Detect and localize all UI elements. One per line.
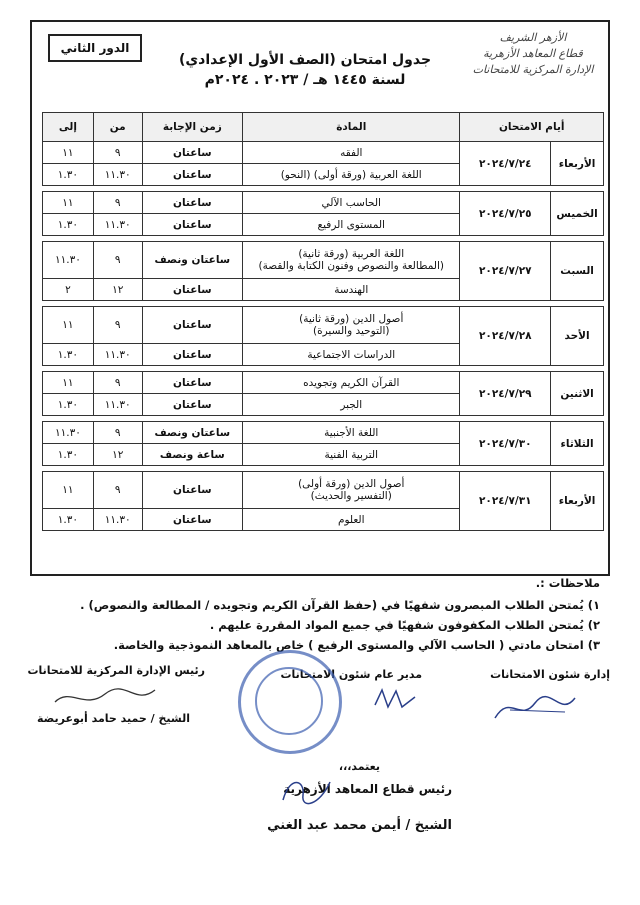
logo-line-3: الإدارة المركزية للامتحانات [472,63,594,76]
duration-cell: ساعتان ونصف [142,422,242,444]
duration-cell: ساعتان [142,307,242,344]
subject-text: القرآن الكريم وتجويده [303,376,400,389]
signature-scribble-central [50,682,160,714]
sector-head-name: الشيخ / أيمن محمد عبد الغني [267,818,452,833]
subject-text: اللغة الأجنبية [324,426,379,439]
to-cell: ١.٣٠ [43,394,94,416]
date-cell: ٢٠٢٤/٧/٢٩ [460,372,551,416]
duration-cell: ساعتان [142,372,242,394]
note-item: ٢) يُمتحن الطلاب المكفوفون شفهيًا في جميع المواد المقررة عليهم . [209,618,600,632]
subject-text: أصول الدين (ورقة أولى) [298,478,405,490]
exam-schedule-table [42,112,604,531]
note-item: ١) يُمتحن الطلاب المبصرون شفهيًا في (حفظ القرآن الكريم وتجويده / المطالعة والنصوص) . [80,598,600,612]
duration-cell: ساعتان [142,279,242,301]
subject-cell [243,142,460,164]
from-cell: ٩ [93,422,142,444]
date-cell: ٢٠٢٤/٧/٢٧ [460,242,551,301]
duration-cell: ساعتان ونصف [142,242,242,279]
from-cell: ١٢ [93,279,142,301]
general-manager-label: مدير عام شئون الامتحانات [280,668,422,681]
duration-cell: ساعتان [142,214,242,236]
subject-subtext: (التفسير والحديث) [310,490,392,502]
day-cell: الثلاثاء [551,422,604,466]
duration-cell: ساعتان [142,142,242,164]
duration-cell: ساعة ونصف [142,444,242,466]
to-cell: ١.٣٠ [43,344,94,366]
from-cell: ٩ [93,242,142,279]
date-cell: ٢٠٢٤/٧/٢٨ [460,307,551,366]
subject-cell [243,344,460,366]
day-cell: السبت [551,242,604,301]
subject-cell [243,279,460,301]
subject-cell [243,214,460,236]
date-cell: ٢٠٢٤/٧/٢٥ [460,192,551,236]
from-cell: ١١.٣٠ [93,394,142,416]
header-duration: زمن الإجابة [142,113,242,142]
day-cell: الخميس [551,192,604,236]
day-cell: الأربعاء [551,142,604,186]
date-cell: ٢٠٢٤/٧/٣١ [460,472,551,531]
sector-head-label: رئيس قطاع المعاهد الأزهرية [283,782,452,796]
note-item: ٣) امتحان مادتي ( الحاسب الآلي والمستوى الرفيع ) خاص بالمعاهد النموذجية والخاصة. [113,638,600,652]
subject-text: الحاسب الآلي [321,196,381,209]
round-label: الدور الثاني [48,34,142,62]
header-days: أيام الامتحان [460,113,604,142]
subject-cell [243,164,460,186]
central-head-label: رئيس الإدارة المركزية للامتحانات [27,664,205,677]
title-line-2: لسنة ١٤٤٥ هـ / ٢٠٢٣ . ٢٠٢٤م [204,72,406,88]
subject-text: الجبر [340,398,363,411]
day-cell: الأحد [551,307,604,366]
azhar-logo-text [458,30,608,78]
subject-subtext: (التوحيد والسيرة) [313,325,390,337]
from-cell: ٩ [93,192,142,214]
to-cell: ١.٣٠ [43,509,94,531]
to-cell: ١.٣٠ [43,444,94,466]
exams-admin-label: إدارة شئون الامتحانات [490,668,610,681]
notes-title: ملاحظات :. [535,576,600,590]
subject-text: الهندسة [334,283,369,296]
from-cell: ٩ [93,142,142,164]
subject-cell [243,509,460,531]
day-cell: الأربعاء [551,472,604,531]
to-cell: ١١ [43,142,94,164]
table-row [43,372,604,394]
central-head-name: الشيخ / حميد حامد أبوعريضة [36,712,190,725]
from-cell: ١١.٣٠ [93,509,142,531]
table-row [43,242,604,279]
table-row [43,422,604,444]
to-cell: ١١ [43,372,94,394]
subject-cell [243,422,460,444]
subject-text: أصول الدين (ورقة ثانية) [299,313,404,325]
header-from: من [93,113,142,142]
table-row [43,307,604,344]
duration-cell: ساعتان [142,472,242,509]
logo-line-2: قطاع المعاهد الأزهرية [483,47,583,60]
duration-cell: ساعتان [142,509,242,531]
duration-cell: ساعتان [142,344,242,366]
to-cell: ١١ [43,472,94,509]
to-cell: ١١ [43,307,94,344]
subject-text: التربية الفنية [324,448,379,461]
subject-cell [243,242,460,279]
from-cell: ١٢ [93,444,142,466]
subject-cell [243,372,460,394]
signature-scribble-sector [275,770,335,810]
header-to: إلى [43,113,94,142]
duration-cell: ساعتان [142,192,242,214]
from-cell: ٩ [93,307,142,344]
subject-text: الفقه [340,146,363,159]
subject-subtext: (المطالعة والنصوص وفنون الكتابة والقصة) [258,260,444,272]
subject-text: الدراسات الاجتماعية [307,348,396,361]
date-cell: ٢٠٢٤/٧/٢٤ [460,142,551,186]
title-line-1: جدول امتحان (الصف الأول الإعدادي) [178,52,432,68]
subject-cell [243,307,460,344]
to-cell: ١.٣٠ [43,164,94,186]
from-cell: ٩ [93,372,142,394]
subject-cell [243,444,460,466]
from-cell: ١١.٣٠ [93,214,142,236]
table-header-row [43,113,604,142]
from-cell: ١١.٣٠ [93,344,142,366]
to-cell: ١١.٣٠ [43,422,94,444]
to-cell: ١.٣٠ [43,214,94,236]
subject-text: المستوى الرفيع [317,218,385,231]
signature-scribble-manager [370,685,420,715]
to-cell: ١١.٣٠ [43,242,94,279]
subject-text: العلوم [337,513,365,526]
date-cell: ٢٠٢٤/٧/٣٠ [460,422,551,466]
table-row [43,472,604,509]
subject-cell [243,192,460,214]
duration-cell: ساعتان [142,394,242,416]
header-subject: المادة [243,113,460,142]
approve-label: يعتمد،،، [338,760,380,773]
to-cell: ٢ [43,279,94,301]
duration-cell: ساعتان [142,164,242,186]
page-title [170,50,440,90]
table-row [43,192,604,214]
subject-text: اللغة العربية (ورقة أولى) (النحو) [280,168,422,181]
official-stamp [238,650,342,754]
logo-line-1: الأزهر الشريف [499,31,567,44]
day-cell: الاثنين [551,372,604,416]
from-cell: ١١.٣٠ [93,164,142,186]
signature-scribble-admin [490,688,580,728]
table-row [43,142,604,164]
subject-cell [243,394,460,416]
subject-cell [243,472,460,509]
to-cell: ١١ [43,192,94,214]
from-cell: ٩ [93,472,142,509]
subject-text: اللغة العربية (ورقة ثانية) [298,248,405,260]
